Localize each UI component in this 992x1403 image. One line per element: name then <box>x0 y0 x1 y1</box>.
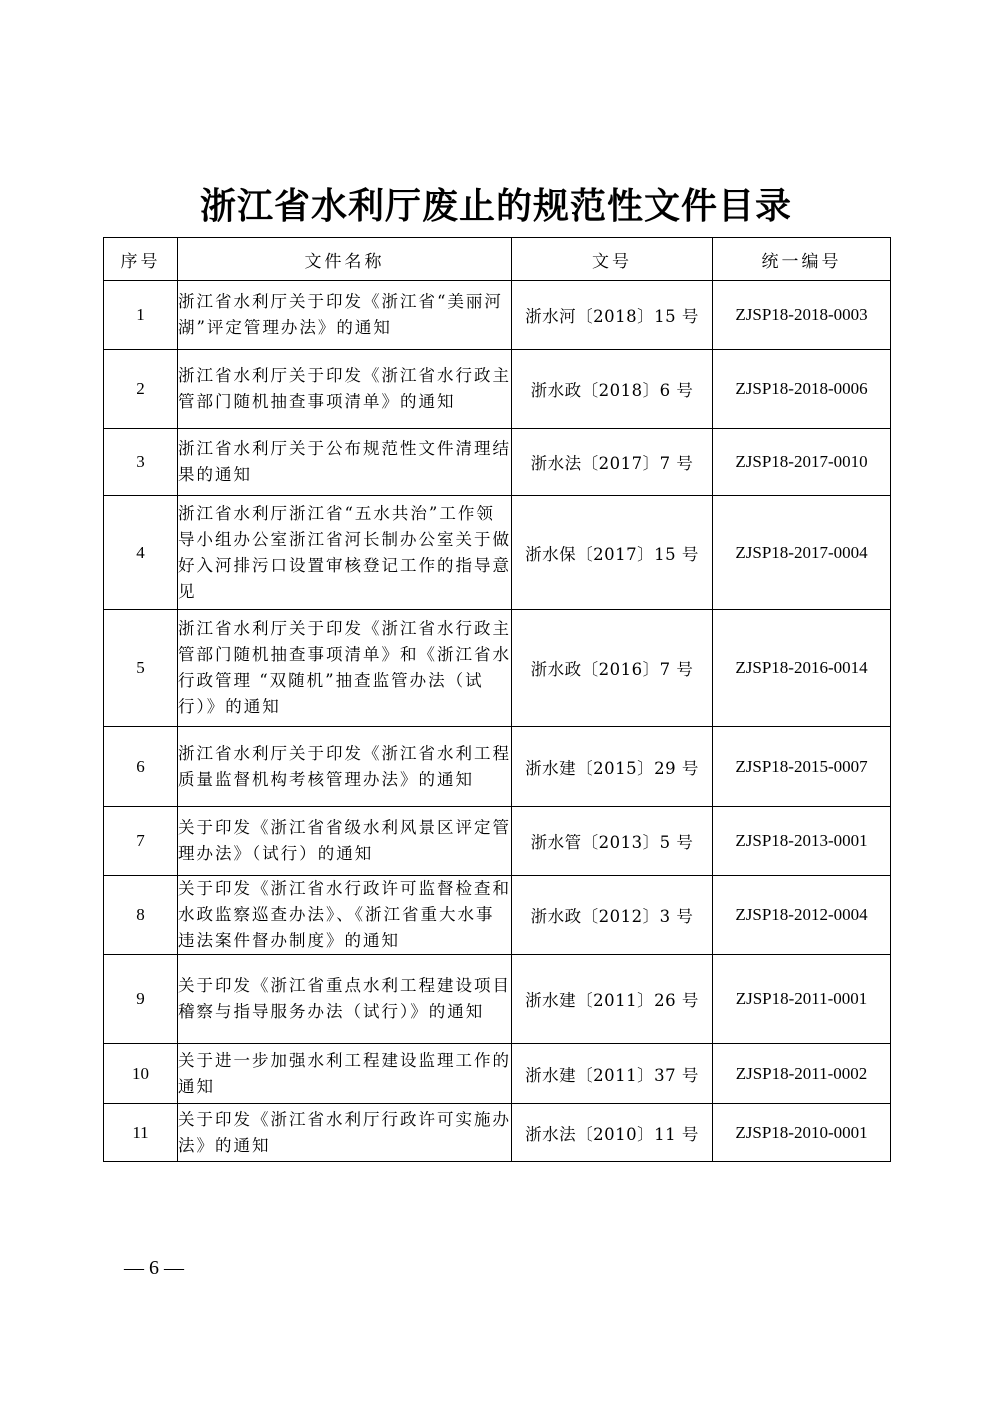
table-row <box>104 496 891 610</box>
row-seq: 4 <box>104 496 178 610</box>
table-row <box>104 1104 891 1162</box>
row-doc-no: 浙水建〔2011〕37 号 <box>512 1044 713 1104</box>
row-code: ZJSP18-2017-0004 <box>713 496 891 610</box>
row-doc-no: 浙水政〔2012〕3 号 <box>512 876 713 955</box>
page-title: 浙江省水利厅废止的规范性文件目录 <box>199 186 792 227</box>
table-row <box>104 281 891 350</box>
row-doc-name: 关于印发《浙江省水行政许可监督检查和水政监察巡查办法》、《浙江省重大水事违法案件督办制度》的通知 <box>178 876 512 955</box>
row-code: ZJSP18-2015-0007 <box>713 727 891 807</box>
header-doc-no: 文号 <box>512 238 713 281</box>
row-seq: 8 <box>104 876 178 955</box>
header-code: 统一编号 <box>713 238 891 281</box>
row-doc-name: 浙江省水利厅浙江省“五水共治”工作领导小组办公室浙江省河长制办公室关于做好入河排污口设置审核登记工作的指导意见 <box>178 496 512 610</box>
row-doc-name: 浙江省水利厅关于印发《浙江省水行政主管部门随机抽查事项清单》和《浙江省水行政管理 “双随机”抽查监管办法（试行）》的通知 <box>178 610 512 727</box>
row-doc-no: 浙水河〔2018〕15 号 <box>512 281 713 350</box>
row-code: ZJSP18-2018-0006 <box>713 350 891 429</box>
row-seq: 3 <box>104 429 178 496</box>
table-row <box>104 955 891 1044</box>
row-doc-name: 浙江省水利厅关于公布规范性文件清理结果的通知 <box>178 429 512 496</box>
row-doc-name: 浙江省水利厅关于印发《浙江省“美丽河湖”评定管理办法》的通知 <box>178 281 512 350</box>
header-name: 文件名称 <box>178 238 512 281</box>
row-seq: 2 <box>104 350 178 429</box>
row-code: ZJSP18-2011-0002 <box>713 1044 891 1104</box>
row-code: ZJSP18-2012-0004 <box>713 876 891 955</box>
row-code: ZJSP18-2017-0010 <box>713 429 891 496</box>
row-seq: 1 <box>104 281 178 350</box>
row-code: ZJSP18-2011-0001 <box>713 955 891 1044</box>
table-row <box>104 429 891 496</box>
table-row <box>104 610 891 727</box>
row-doc-no: 浙水保〔2017〕15 号 <box>512 496 713 610</box>
table-row <box>104 1044 891 1104</box>
table-row <box>104 876 891 955</box>
row-seq: 5 <box>104 610 178 727</box>
row-doc-no: 浙水政〔2016〕7 号 <box>512 610 713 727</box>
row-seq: 6 <box>104 727 178 807</box>
table-row <box>104 350 891 429</box>
row-seq: 10 <box>104 1044 178 1104</box>
row-doc-no: 浙水法〔2010〕11 号 <box>512 1104 713 1162</box>
row-doc-name: 浙江省水利厅关于印发《浙江省水利工程质量监督机构考核管理办法》的通知 <box>178 727 512 807</box>
row-seq: 9 <box>104 955 178 1044</box>
row-seq: 7 <box>104 807 178 876</box>
row-doc-name: 关于进一步加强水利工程建设监理工作的通知 <box>178 1044 512 1104</box>
row-doc-no: 浙水管〔2013〕5 号 <box>512 807 713 876</box>
row-seq: 11 <box>104 1104 178 1162</box>
row-doc-no: 浙水建〔2015〕29 号 <box>512 727 713 807</box>
row-doc-name: 浙江省水利厅关于印发《浙江省水行政主管部门随机抽查事项清单》的通知 <box>178 350 512 429</box>
page-number: — 6 — <box>124 1257 184 1279</box>
row-doc-no: 浙水建〔2011〕26 号 <box>512 955 713 1044</box>
row-doc-no: 浙水政〔2018〕6 号 <box>512 350 713 429</box>
table-row <box>104 727 891 807</box>
table-row <box>104 807 891 876</box>
table-header-row <box>104 238 891 281</box>
row-code: ZJSP18-2018-0003 <box>713 281 891 350</box>
row-doc-name: 关于印发《浙江省省级水利风景区评定管理办法》（试行）的通知 <box>178 807 512 876</box>
row-doc-name: 关于印发《浙江省重点水利工程建设项目稽察与指导服务办法（试行）》的通知 <box>178 955 512 1044</box>
row-doc-no: 浙水法〔2017〕7 号 <box>512 429 713 496</box>
row-code: ZJSP18-2013-0001 <box>713 807 891 876</box>
row-doc-name: 关于印发《浙江省水利厅行政许可实施办法》的通知 <box>178 1104 512 1162</box>
header-seq: 序号 <box>104 238 178 281</box>
row-code: ZJSP18-2016-0014 <box>713 610 891 727</box>
row-code: ZJSP18-2010-0001 <box>713 1104 891 1162</box>
abolished-documents-table <box>103 237 891 1162</box>
